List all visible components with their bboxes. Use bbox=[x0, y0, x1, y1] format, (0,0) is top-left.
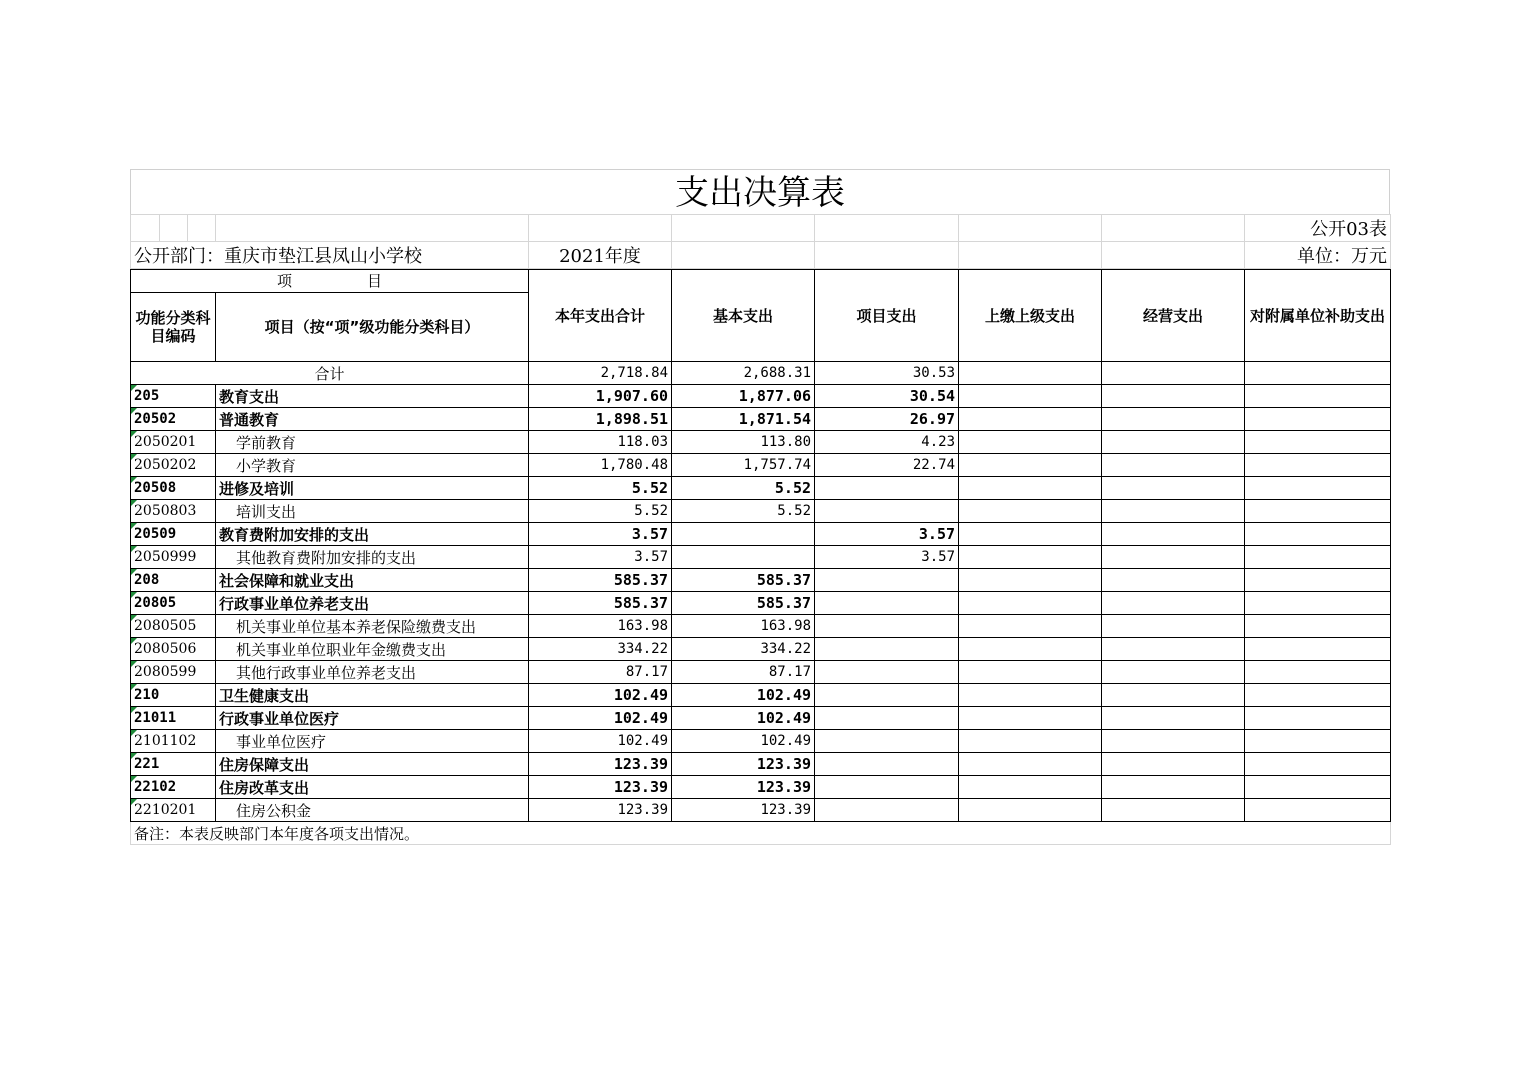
unit-label: 单位：万元 bbox=[1245, 242, 1391, 269]
header-name: 项目（按“项”级功能分类科目） bbox=[216, 293, 529, 362]
row-name: 小学教育 bbox=[216, 454, 529, 477]
empty-cell bbox=[1102, 707, 1245, 730]
total-basic: 2,688.31 bbox=[672, 362, 815, 385]
row-total: 87.17 bbox=[529, 661, 672, 684]
row-total: 3.57 bbox=[529, 523, 672, 546]
empty-cell bbox=[1102, 500, 1245, 523]
row-basic: 334.22 bbox=[672, 638, 815, 661]
empty-cell bbox=[1245, 546, 1391, 569]
empty-cell bbox=[1102, 638, 1245, 661]
row-total: 123.39 bbox=[529, 799, 672, 822]
row-basic: 102.49 bbox=[672, 684, 815, 707]
meta-table bbox=[130, 214, 1391, 269]
empty-cell bbox=[959, 753, 1102, 776]
empty-cell bbox=[959, 730, 1102, 753]
empty-cell bbox=[1102, 523, 1245, 546]
form-number-row bbox=[131, 215, 1391, 242]
empty-cell bbox=[1245, 408, 1391, 431]
note-row bbox=[131, 822, 1391, 845]
empty-cell bbox=[959, 408, 1102, 431]
row-basic: 87.17 bbox=[672, 661, 815, 684]
empty-cell bbox=[1102, 546, 1245, 569]
empty-cell bbox=[959, 776, 1102, 799]
empty-cell bbox=[1245, 753, 1391, 776]
empty-cell bbox=[1245, 431, 1391, 454]
row-total: 1,898.51 bbox=[529, 408, 672, 431]
empty-cell bbox=[1245, 730, 1391, 753]
row-total: 5.52 bbox=[529, 500, 672, 523]
row-name: 住房改革支出 bbox=[216, 776, 529, 799]
table-row bbox=[131, 431, 1391, 454]
row-name: 普通教育 bbox=[216, 408, 529, 431]
row-basic: 5.52 bbox=[672, 500, 815, 523]
empty-cell bbox=[1102, 799, 1245, 822]
row-basic: 123.39 bbox=[672, 753, 815, 776]
row-code: 2080599 bbox=[131, 661, 216, 684]
row-total: 334.22 bbox=[529, 638, 672, 661]
empty-cell bbox=[1245, 707, 1391, 730]
row-basic: 585.37 bbox=[672, 569, 815, 592]
row-code: 20508 bbox=[131, 477, 216, 500]
empty-cell bbox=[959, 661, 1102, 684]
table-row bbox=[131, 707, 1391, 730]
row-project: 26.97 bbox=[815, 408, 959, 431]
empty-cell bbox=[1245, 385, 1391, 408]
row-name: 住房公积金 bbox=[216, 799, 529, 822]
row-name: 培训支出 bbox=[216, 500, 529, 523]
row-project bbox=[815, 684, 959, 707]
row-project bbox=[815, 638, 959, 661]
row-basic bbox=[672, 546, 815, 569]
row-total: 123.39 bbox=[529, 753, 672, 776]
row-project: 22.74 bbox=[815, 454, 959, 477]
row-project: 3.57 bbox=[815, 546, 959, 569]
header-row-1 bbox=[131, 270, 1391, 293]
empty-cell bbox=[959, 615, 1102, 638]
table-row bbox=[131, 638, 1391, 661]
row-code: 20805 bbox=[131, 592, 216, 615]
empty-cell bbox=[959, 638, 1102, 661]
page-title: 支出决算表 bbox=[130, 169, 1390, 214]
row-project bbox=[815, 799, 959, 822]
empty-cell bbox=[1245, 569, 1391, 592]
department-label: 公开部门：重庆市垫江县凤山小学校 bbox=[131, 242, 529, 269]
empty-cell bbox=[1102, 615, 1245, 638]
table-row bbox=[131, 454, 1391, 477]
empty-cell bbox=[1245, 638, 1391, 661]
empty-cell bbox=[1102, 661, 1245, 684]
header-business: 经营支出 bbox=[1102, 270, 1245, 362]
row-project bbox=[815, 753, 959, 776]
table-row bbox=[131, 661, 1391, 684]
row-code: 2080506 bbox=[131, 638, 216, 661]
table-row bbox=[131, 385, 1391, 408]
header-subsidy: 对附属单位补助支出 bbox=[1245, 270, 1391, 362]
empty-cell bbox=[1102, 431, 1245, 454]
row-name: 进修及培训 bbox=[216, 477, 529, 500]
empty-cell bbox=[1245, 592, 1391, 615]
empty-cell bbox=[1245, 615, 1391, 638]
empty-cell bbox=[1102, 776, 1245, 799]
row-code: 2050201 bbox=[131, 431, 216, 454]
empty-cell bbox=[1102, 408, 1245, 431]
header-upper: 上缴上级支出 bbox=[959, 270, 1102, 362]
row-basic: 1,757.74 bbox=[672, 454, 815, 477]
row-name: 其他行政事业单位养老支出 bbox=[216, 661, 529, 684]
empty-cell bbox=[1102, 385, 1245, 408]
table-row bbox=[131, 546, 1391, 569]
row-project bbox=[815, 500, 959, 523]
row-basic: 102.49 bbox=[672, 730, 815, 753]
table-row bbox=[131, 799, 1391, 822]
header-project: 项目支出 bbox=[815, 270, 959, 362]
empty-cell bbox=[1102, 454, 1245, 477]
row-code: 2101102 bbox=[131, 730, 216, 753]
row-total: 102.49 bbox=[529, 730, 672, 753]
row-code: 2050999 bbox=[131, 546, 216, 569]
empty-cell bbox=[959, 569, 1102, 592]
empty-cell bbox=[959, 799, 1102, 822]
empty-cell bbox=[959, 477, 1102, 500]
row-project bbox=[815, 615, 959, 638]
row-code: 21011 bbox=[131, 707, 216, 730]
empty-cell bbox=[1245, 477, 1391, 500]
expenditure-sheet bbox=[130, 169, 1390, 845]
table-row bbox=[131, 523, 1391, 546]
empty-cell bbox=[1102, 684, 1245, 707]
row-name: 机关事业单位职业年金缴费支出 bbox=[216, 638, 529, 661]
row-code: 20509 bbox=[131, 523, 216, 546]
row-total: 123.39 bbox=[529, 776, 672, 799]
empty-cell bbox=[1245, 776, 1391, 799]
empty-cell bbox=[1245, 454, 1391, 477]
table-row bbox=[131, 408, 1391, 431]
empty-cell bbox=[959, 431, 1102, 454]
row-name: 社会保障和就业支出 bbox=[216, 569, 529, 592]
row-total: 1,907.60 bbox=[529, 385, 672, 408]
empty-cell bbox=[959, 454, 1102, 477]
row-name: 教育费附加安排的支出 bbox=[216, 523, 529, 546]
table-row bbox=[131, 776, 1391, 799]
table-row bbox=[131, 730, 1391, 753]
row-name: 其他教育费附加安排的支出 bbox=[216, 546, 529, 569]
row-name: 教育支出 bbox=[216, 385, 529, 408]
table-row bbox=[131, 753, 1391, 776]
row-basic: 123.39 bbox=[672, 776, 815, 799]
row-code: 2050202 bbox=[131, 454, 216, 477]
row-name: 卫生健康支出 bbox=[216, 684, 529, 707]
empty-cell bbox=[1102, 477, 1245, 500]
empty-cell bbox=[1245, 500, 1391, 523]
row-project bbox=[815, 592, 959, 615]
row-total: 1,780.48 bbox=[529, 454, 672, 477]
row-project: 4.23 bbox=[815, 431, 959, 454]
header-basic: 基本支出 bbox=[672, 270, 815, 362]
empty-cell bbox=[1102, 569, 1245, 592]
row-basic: 123.39 bbox=[672, 799, 815, 822]
total-row bbox=[131, 362, 1391, 385]
row-basic: 585.37 bbox=[672, 592, 815, 615]
row-code: 2210201 bbox=[131, 799, 216, 822]
table-row bbox=[131, 500, 1391, 523]
row-total: 102.49 bbox=[529, 684, 672, 707]
row-total: 118.03 bbox=[529, 431, 672, 454]
row-name: 学前教育 bbox=[216, 431, 529, 454]
row-project: 30.54 bbox=[815, 385, 959, 408]
table-row bbox=[131, 592, 1391, 615]
row-code: 20502 bbox=[131, 408, 216, 431]
row-project bbox=[815, 477, 959, 500]
empty-cell bbox=[1102, 730, 1245, 753]
total-project: 30.53 bbox=[815, 362, 959, 385]
empty-cell bbox=[1102, 592, 1245, 615]
row-total: 3.57 bbox=[529, 546, 672, 569]
row-project bbox=[815, 776, 959, 799]
row-total: 585.37 bbox=[529, 569, 672, 592]
empty-cell bbox=[1245, 684, 1391, 707]
expenditure-table bbox=[130, 269, 1391, 845]
row-name: 事业单位医疗 bbox=[216, 730, 529, 753]
row-basic bbox=[672, 523, 815, 546]
department-row bbox=[131, 242, 1391, 269]
row-project bbox=[815, 569, 959, 592]
row-project bbox=[815, 730, 959, 753]
table-row bbox=[131, 615, 1391, 638]
row-code: 2080505 bbox=[131, 615, 216, 638]
row-total: 102.49 bbox=[529, 707, 672, 730]
row-project: 3.57 bbox=[815, 523, 959, 546]
row-basic: 113.80 bbox=[672, 431, 815, 454]
empty-cell bbox=[1245, 661, 1391, 684]
form-number: 公开03表 bbox=[1245, 215, 1391, 242]
row-basic: 102.49 bbox=[672, 707, 815, 730]
empty-cell bbox=[1245, 799, 1391, 822]
empty-cell bbox=[959, 592, 1102, 615]
total-amount: 2,718.84 bbox=[529, 362, 672, 385]
row-project bbox=[815, 707, 959, 730]
empty-cell bbox=[959, 707, 1102, 730]
empty-cell bbox=[959, 385, 1102, 408]
table-row bbox=[131, 477, 1391, 500]
empty-cell bbox=[959, 684, 1102, 707]
row-code: 221 bbox=[131, 753, 216, 776]
table-row bbox=[131, 684, 1391, 707]
row-name: 机关事业单位基本养老保险缴费支出 bbox=[216, 615, 529, 638]
row-code: 210 bbox=[131, 684, 216, 707]
row-code: 208 bbox=[131, 569, 216, 592]
header-item: 项 目 bbox=[131, 270, 529, 293]
row-basic: 1,877.06 bbox=[672, 385, 815, 408]
row-name: 行政事业单位养老支出 bbox=[216, 592, 529, 615]
empty-cell bbox=[959, 523, 1102, 546]
table-row bbox=[131, 569, 1391, 592]
row-total: 163.98 bbox=[529, 615, 672, 638]
row-code: 22102 bbox=[131, 776, 216, 799]
row-basic: 5.52 bbox=[672, 477, 815, 500]
fiscal-year: 2021年度 bbox=[529, 242, 672, 269]
header-total: 本年支出合计 bbox=[529, 270, 672, 362]
empty-cell bbox=[959, 500, 1102, 523]
note: 备注：本表反映部门本年度各项支出情况。 bbox=[131, 822, 1391, 845]
empty-cell bbox=[1102, 753, 1245, 776]
empty-cell bbox=[1245, 523, 1391, 546]
row-code: 2050803 bbox=[131, 500, 216, 523]
row-name: 住房保障支出 bbox=[216, 753, 529, 776]
header-code: 功能分类科目编码 bbox=[131, 293, 216, 362]
row-name: 行政事业单位医疗 bbox=[216, 707, 529, 730]
row-basic: 1,871.54 bbox=[672, 408, 815, 431]
total-label: 合计 bbox=[131, 362, 529, 385]
empty-cell bbox=[959, 546, 1102, 569]
row-project bbox=[815, 661, 959, 684]
row-total: 5.52 bbox=[529, 477, 672, 500]
row-code: 205 bbox=[131, 385, 216, 408]
row-basic: 163.98 bbox=[672, 615, 815, 638]
row-total: 585.37 bbox=[529, 592, 672, 615]
